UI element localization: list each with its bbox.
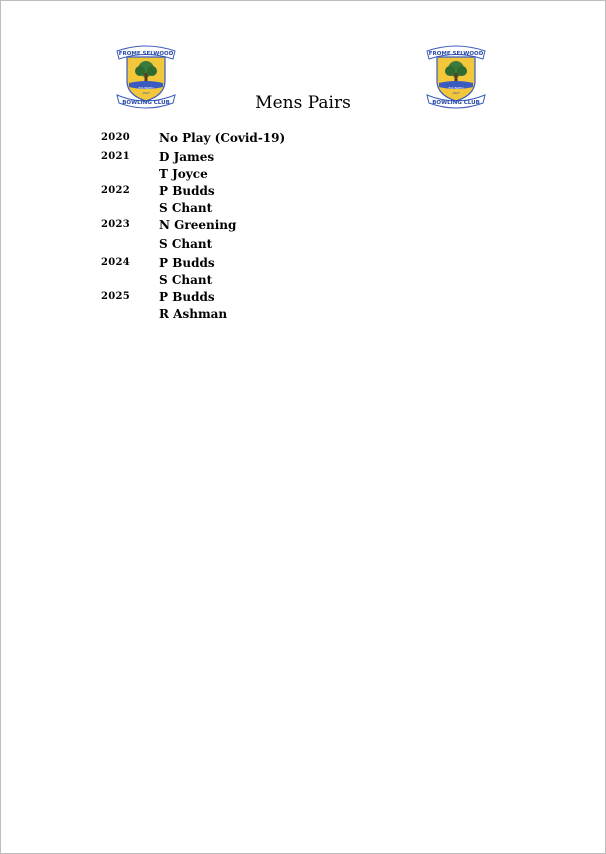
winner-name: T Joyce (159, 167, 208, 181)
winner-name: No Play (Covid-19) (159, 131, 286, 145)
winner-name: R Ashman (159, 307, 228, 321)
svg-text:1927: 1927 (452, 91, 460, 95)
svg-text:BOWLING CLUB: BOWLING CLUB (122, 100, 170, 106)
year-label: 2022 (101, 185, 131, 196)
winner-name: P Budds (159, 290, 215, 304)
year-label: 2023 (101, 219, 131, 230)
year-label: 2021 (101, 151, 131, 162)
winner-name: N Greening (159, 218, 237, 232)
svg-text:FROME SELWOOD: FROME SELWOOD (118, 51, 174, 57)
svg-text:BOWLING CLUB: BOWLING CLUB (432, 100, 480, 106)
svg-text:FROME SELWOOD: FROME SELWOOD (428, 51, 484, 57)
winner-name: P Budds (159, 184, 215, 198)
winner-name: S Chant (159, 273, 213, 287)
svg-text:FOUNDED: FOUNDED (448, 86, 464, 90)
page-title: Mens Pairs (255, 93, 351, 113)
winner-name: P Budds (159, 256, 215, 270)
svg-text:FOUNDED: FOUNDED (138, 86, 154, 90)
year-label: 2024 (101, 257, 131, 268)
winner-name: S Chant (159, 201, 213, 215)
year-label: 2020 (101, 132, 131, 143)
winner-name: D James (159, 150, 215, 164)
year-label: 2025 (101, 291, 131, 302)
winner-name: S Chant (159, 237, 213, 251)
svg-text:1927: 1927 (142, 91, 150, 95)
